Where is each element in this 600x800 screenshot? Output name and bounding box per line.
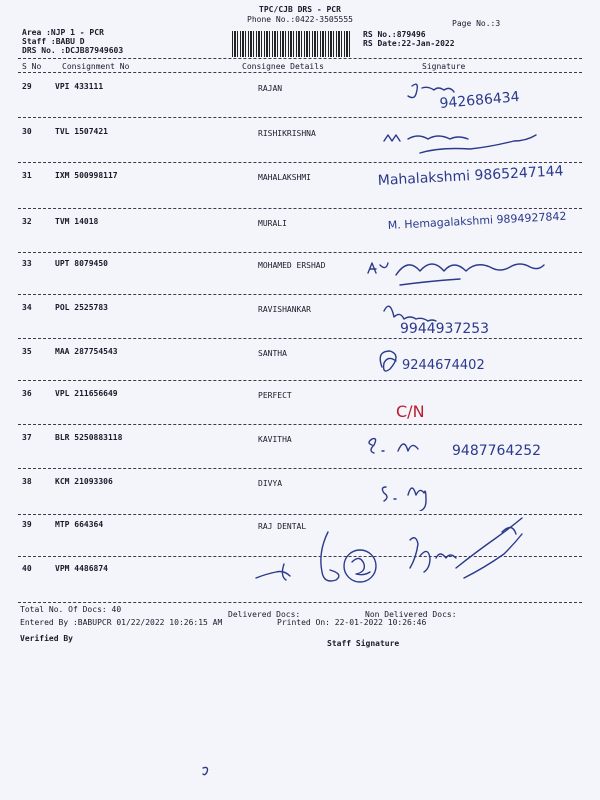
phone-number: Phone No.:0422-3505555 bbox=[247, 15, 353, 24]
barcode bbox=[232, 31, 352, 57]
row-consignee: MURALI bbox=[258, 219, 287, 228]
row-handwriting: C/N bbox=[396, 402, 425, 421]
row-consignee: KAVITHA bbox=[258, 435, 292, 444]
row-consignee: RAVISHANKAR bbox=[258, 305, 311, 314]
row-consignee: RAJAN bbox=[258, 84, 283, 93]
handwritten-signature bbox=[360, 339, 590, 381]
row-handwriting: 9487764252 bbox=[452, 443, 542, 459]
handwritten-signature bbox=[360, 209, 590, 251]
row-consignment: MAA 287754543 bbox=[55, 347, 118, 356]
handwritten-signature bbox=[360, 469, 590, 511]
row-sno: 34 bbox=[22, 303, 32, 312]
row-handwriting: 9944937253 bbox=[400, 321, 490, 337]
row-sno: 37 bbox=[22, 433, 32, 442]
row-sno: 39 bbox=[22, 520, 32, 529]
handwritten-signature bbox=[250, 512, 590, 592]
divider bbox=[18, 58, 582, 59]
row-sno: 31 bbox=[22, 171, 32, 180]
col-consignment: Consignment No bbox=[62, 62, 130, 71]
table-row bbox=[0, 209, 600, 251]
ink-mark bbox=[200, 764, 214, 778]
col-consignee: Consignee Details bbox=[242, 62, 324, 71]
sheet-title: TPC/CJB DRS - PCR bbox=[259, 5, 341, 14]
row-sno: 33 bbox=[22, 259, 32, 268]
staff-signature: Staff Signature bbox=[327, 639, 400, 648]
row-handwriting: M. Hemagalakshmi 9894927842 bbox=[387, 209, 567, 232]
row-consignment: VPL 211656649 bbox=[55, 389, 118, 398]
divider bbox=[18, 72, 582, 73]
handwritten-signature bbox=[360, 74, 590, 116]
row-consignee: RISHIKRISHNA bbox=[258, 129, 316, 138]
row-sno: 29 bbox=[22, 82, 32, 91]
handwritten-signature bbox=[360, 295, 590, 337]
total-docs: Total No. Of Docs: 40 bbox=[20, 605, 122, 614]
printed-on: Printed On: 22-01-2022 10:26:46 bbox=[277, 618, 427, 627]
row-sno: 40 bbox=[22, 564, 32, 573]
row-consignment: MTP 664364 bbox=[55, 520, 104, 529]
row-consignment: POL 2525783 bbox=[55, 303, 108, 312]
divider bbox=[18, 117, 582, 118]
col-signature: Signature bbox=[422, 62, 466, 71]
rs-date: RS Date:22-Jan-2022 bbox=[363, 39, 455, 48]
page-number: Page No.:3 bbox=[452, 19, 501, 28]
entered-by: Entered By :BABUPCR 01/22/2022 10:26:15 AM bbox=[20, 618, 223, 627]
row-sno: 30 bbox=[22, 127, 32, 136]
delivered-docs: Delivered Docs: bbox=[228, 610, 301, 619]
verified-by: Verified By bbox=[20, 634, 73, 643]
row-consignment: BLR 5250883118 bbox=[55, 433, 123, 442]
handwritten-signature bbox=[360, 425, 590, 467]
row-consignment: IXM 500998117 bbox=[55, 171, 118, 180]
row-consignment: TVL 1507421 bbox=[55, 127, 108, 136]
row-consignee: MOHAMED ERSHAD bbox=[258, 261, 326, 270]
row-consignee: DIVYA bbox=[258, 479, 283, 488]
row-consignee: SANTHA bbox=[258, 349, 287, 358]
table-row bbox=[0, 295, 600, 337]
handwritten-signature bbox=[360, 251, 590, 293]
row-consignee: PERFECT bbox=[258, 391, 292, 400]
drs-number: DRS No. :DCJB87949603 bbox=[22, 46, 124, 55]
handwritten-signature bbox=[360, 381, 590, 423]
row-consignee: RAJ DENTAL bbox=[258, 522, 307, 531]
row-handwriting: Mahalakshmi 9865247144 bbox=[377, 163, 564, 189]
row-consignment: KCM 21093306 bbox=[55, 477, 113, 486]
table-row bbox=[0, 339, 600, 381]
table-row bbox=[0, 381, 600, 423]
staff-label: Staff :BABU D bbox=[22, 37, 85, 46]
row-consignment: VPI 433111 bbox=[55, 82, 104, 91]
row-handwriting: 9244674402 bbox=[402, 358, 485, 373]
table-row bbox=[0, 469, 600, 511]
area-label: Area :NJP 1 - PCR bbox=[22, 28, 104, 37]
row-sno: 38 bbox=[22, 477, 32, 486]
table-row bbox=[0, 163, 600, 205]
table-row bbox=[0, 119, 600, 161]
divider bbox=[18, 602, 582, 603]
row-sno: 36 bbox=[22, 389, 32, 398]
rs-number: RS No.:879496 bbox=[363, 30, 426, 39]
row-consignee: MAHALAKSHMI bbox=[258, 173, 311, 182]
non-delivered-docs: Non Delivered Docs: bbox=[365, 610, 457, 619]
table-row bbox=[0, 251, 600, 293]
row-sno: 35 bbox=[22, 347, 32, 356]
row-sno: 32 bbox=[22, 217, 32, 226]
table-row bbox=[0, 74, 600, 116]
handwritten-signature bbox=[360, 163, 590, 205]
handwritten-signature bbox=[360, 119, 590, 161]
row-consignment: TVM 14018 bbox=[55, 217, 99, 226]
row-handwriting: 942686434 bbox=[438, 89, 521, 112]
col-sno: S No bbox=[22, 62, 42, 71]
row-consignment: UPT 8079450 bbox=[55, 259, 108, 268]
table-row bbox=[0, 425, 600, 467]
row-consignment: VPM 4486874 bbox=[55, 564, 108, 573]
